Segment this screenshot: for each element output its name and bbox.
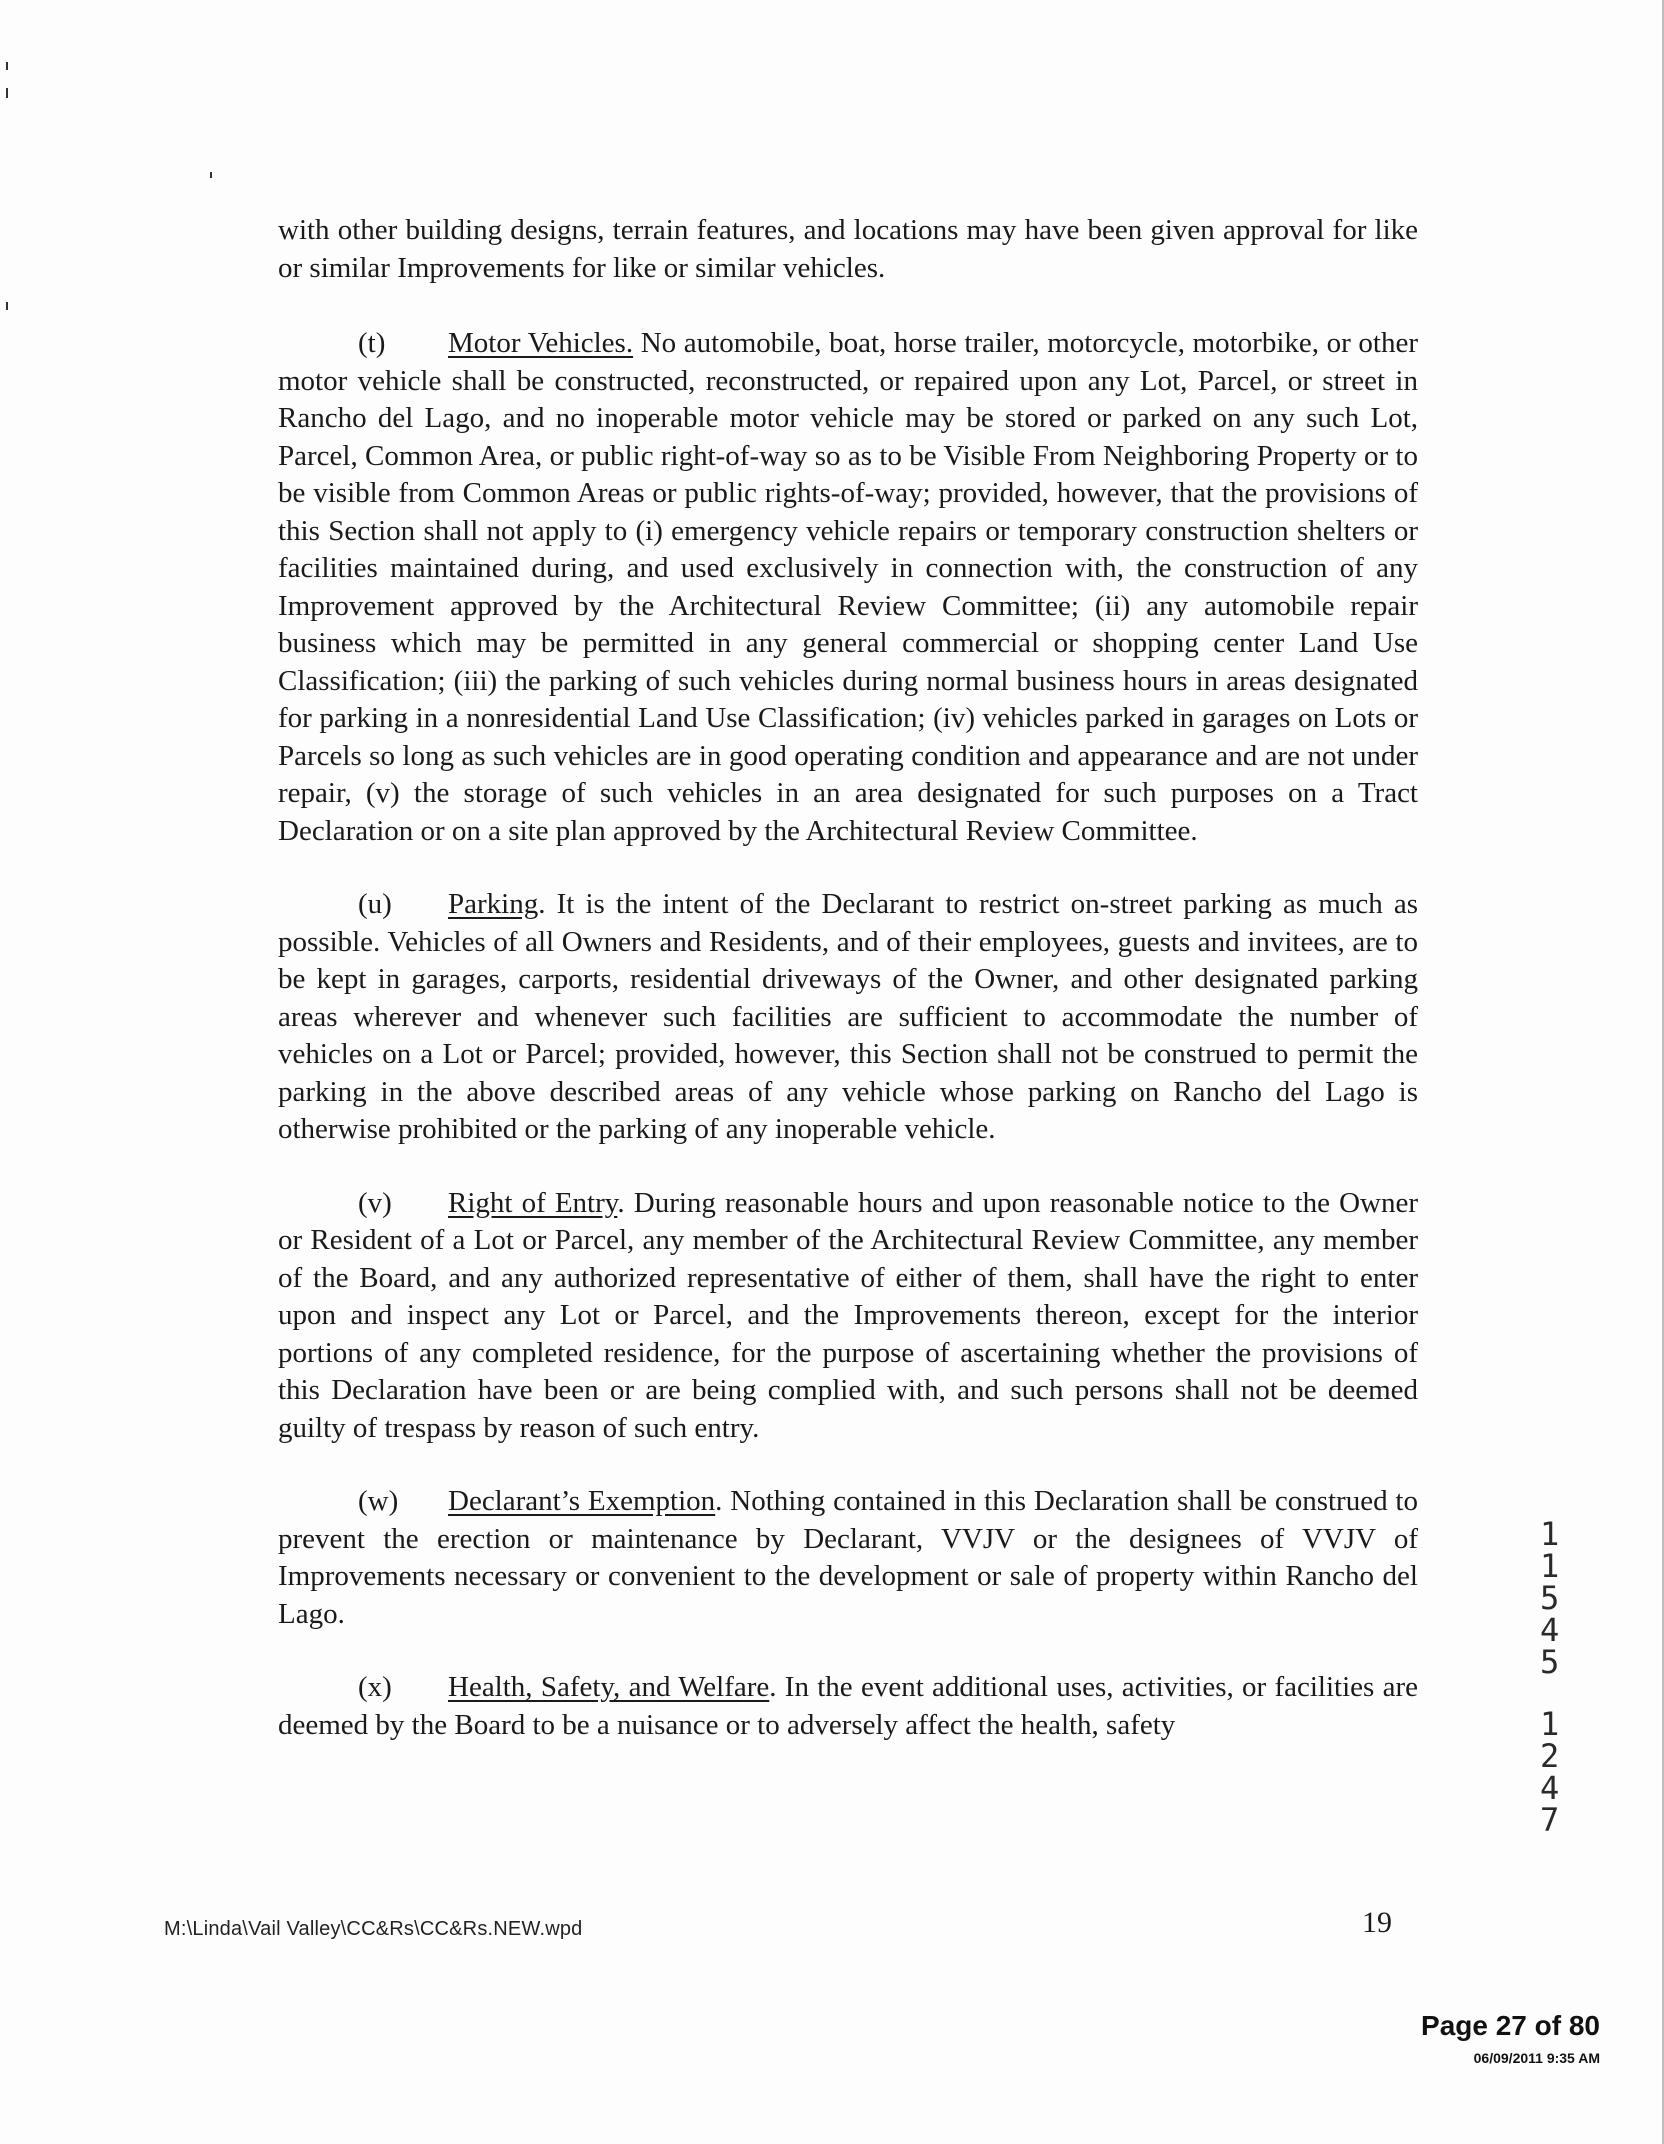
section-title-motor-vehicles: Motor Vehicles.: [448, 327, 634, 359]
section-text-x: . In the event additional uses, activities, or facilities are deemed by the Board to be a nuisance or to adversely affect the health, safety: [278, 1671, 1419, 1741]
section-text-u: . It is the intent of the Declarant to restrict on-street parking as much as possible. Vehicles of all Owners and Residents, and of their employees, guests and invitees, are to be kept in garages, carports, residential driveways of the Owner, and other designated parking areas wherever and whenever such facilities are sufficient to accommodate the number of vehicles on a Lot or Parcel; provided, however, this Section shall not be construed to permit the parking in the above described areas of any vehicle whose parking on Rancho del Lago is otherwise prohibited or the parking of any inoperable vehicle.: [278, 888, 1418, 1145]
print-datetime-stamp: 06/09/2011 9:35 AM: [1473, 2050, 1600, 2066]
paragraph-u: [278, 886, 1418, 1149]
stamp-digit: 5: [1540, 1579, 1560, 1617]
section-title-right-of-entry: Right of Entry: [448, 1186, 618, 1219]
recording-number-bottom: [1540, 1705, 1560, 1839]
footer-page-number: 19: [1362, 1906, 1392, 1939]
paragraph-v: [278, 1185, 1418, 1448]
footer-file-path: M:\Linda\Vail Valley\CC&Rs\CC&Rs.NEW.wpd: [164, 1918, 583, 1940]
section-title-parking: Parking: [448, 888, 539, 920]
stamp-digit: 7: [1540, 1801, 1560, 1839]
section-label-t: (t): [358, 327, 386, 359]
section-label-x: (x): [358, 1671, 392, 1703]
section-label-w: (w): [358, 1485, 399, 1517]
section-title-declarants-exemption: Declarant’s Exemption: [448, 1485, 716, 1517]
scan-speck: [210, 172, 212, 178]
section-text-t: No automobile, boat, horse trailer, motorcycle, motorbike, or other motor vehicle shall be constructed, reconstructed, or repaired upon any Lot, Parcel, or street in Rancho del Lago, and no inoperable motor vehicle may be stored or parked on any such Lot, Parcel, Common Area, or public right-of-way so as to be Visible From Neighboring Property or to be visible from Common Areas or public rights-of-way; provided, however, that the provisions of this Section shall not apply to (i) emergency vehicle repairs or temporary construction shelters or facilities maintained during, and used exclusively in connection with, the construction of any Improvement approved by the Architectural Review Committee; (ii) any automobile repair business which may be permitted in any general commercial or shopping center Land Use Classification; (iii) the parking of such vehicles during normal business hours in areas designated for parking in a nonresidential Land Use Classification; (iv) vehicles parked in garages on Lots or Parcels so long as such vehicles are in good operating condition and appearance and are not under repair, (v) the storage of such vehicles in an area designated for such purposes on a Tract Declaration or on a site plan approved by the Architectural Review Committee.: [278, 327, 1418, 847]
document-body: [278, 212, 1418, 1780]
stamp-digit: 1: [1540, 1705, 1560, 1743]
paragraph-x: [278, 1669, 1418, 1744]
stamp-digit: 4: [1540, 1769, 1560, 1807]
scan-speck: [6, 62, 8, 70]
paragraph-continuation: with other building designs, terrain features, and locations may have been given approval for like or similar Improvements for like or similar vehicles.: [278, 214, 1418, 284]
paragraph-w: [278, 1483, 1418, 1633]
section-text-v: . During reasonable hours and upon reasonable notice to the Owner or Resident of a Lot or Parcel, any member of the Architectural Review Committee, any member of the Board, and any authorized representative of either of them, shall have the right to enter upon and inspect any Lot or Parcel, and the Improvements thereon, except for the interior portions of any completed residence, for the purpose of ascertaining whether the provisions of this Declaration have been or are being complied with, and such persons shall not be deemed guilty of trespass by reason of such entry.: [278, 1186, 1418, 1444]
stamp-digit: 2: [1540, 1737, 1560, 1775]
stamp-digit: 4: [1540, 1611, 1560, 1649]
scan-speck: [6, 302, 8, 310]
stamp-digit: 5: [1540, 1643, 1560, 1681]
section-label-v: (v): [358, 1186, 392, 1219]
section-label-u: (u): [358, 888, 392, 920]
stamp-digit: 1: [1540, 1515, 1560, 1553]
paragraph-t: [278, 325, 1418, 850]
section-title-health-safety-welfare: Health, Safety, and Welfare: [448, 1671, 770, 1703]
page-counter-stamp: Page 27 of 80: [1421, 2010, 1600, 2041]
recording-number-top: [1540, 1515, 1560, 1681]
section-text-w: . Nothing contained in this Declaration shall be construed to prevent the erection or maintenance by Declarant, VVJV or the designees of VVJV of Improvements necessary or convenient to the development or sale of property within Rancho del Lago.: [278, 1485, 1418, 1630]
scan-speck: [6, 88, 8, 98]
stamp-digit: 1: [1540, 1547, 1560, 1585]
